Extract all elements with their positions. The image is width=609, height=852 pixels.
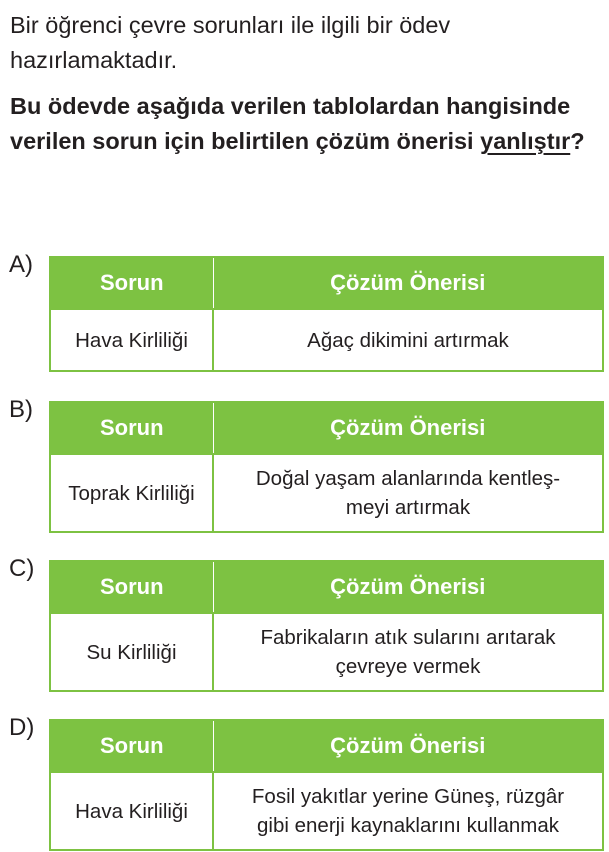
cozum-onerisi-header: Çözüm Önerisi [213,561,603,613]
option-c-table [49,560,604,692]
solution-cell: Doğal yaşam alanlarında kentleş- meyi artırmak [213,454,603,532]
option-c-letter[interactable]: C) [9,555,35,582]
sorun-header: Sorun [50,720,213,772]
question-text-main: Bu ödevde aşağıda verilen tablolardan hangisinde verilen sorun için belirtilen çözüm önerisi [10,93,571,154]
question-text [10,89,605,159]
cozum-onerisi-header: Çözüm Önerisi [213,402,603,454]
option-a-table [49,256,604,372]
sorun-header: Sorun [50,257,213,309]
option-a-letter[interactable]: A) [9,251,33,278]
sorun-header: Sorun [50,561,213,613]
sorun-header: Sorun [50,402,213,454]
cozum-onerisi-header: Çözüm Önerisi [213,257,603,309]
question-mark: ? [570,128,585,154]
solution-cell: Fabrikaların atık sularını arıtarak çevreye vermek [213,613,603,691]
intro-text: Bir öğrenci çevre sorunları ile ilgili bir ödev hazırlamaktadır. [10,12,451,73]
problem-cell: Hava Kirliliği [50,309,213,371]
solution-cell: Ağaç dikimini artırmak [213,309,603,371]
problem-cell: Toprak Kirliliği [50,454,213,532]
option-d-letter[interactable]: D) [9,714,35,741]
solution-cell: Fosil yakıtlar yerine Güneş, rüzgâr gibi enerji kaynaklarını kullanmak [213,772,603,850]
problem-cell: Hava Kirliliği [50,772,213,850]
question-keyword: yanlıştır [480,128,571,154]
option-b-letter[interactable]: B) [9,396,33,423]
option-b-table [49,401,604,533]
cozum-onerisi-header: Çözüm Önerisi [213,720,603,772]
option-d-table [49,719,604,851]
problem-cell: Su Kirliliği [50,613,213,691]
